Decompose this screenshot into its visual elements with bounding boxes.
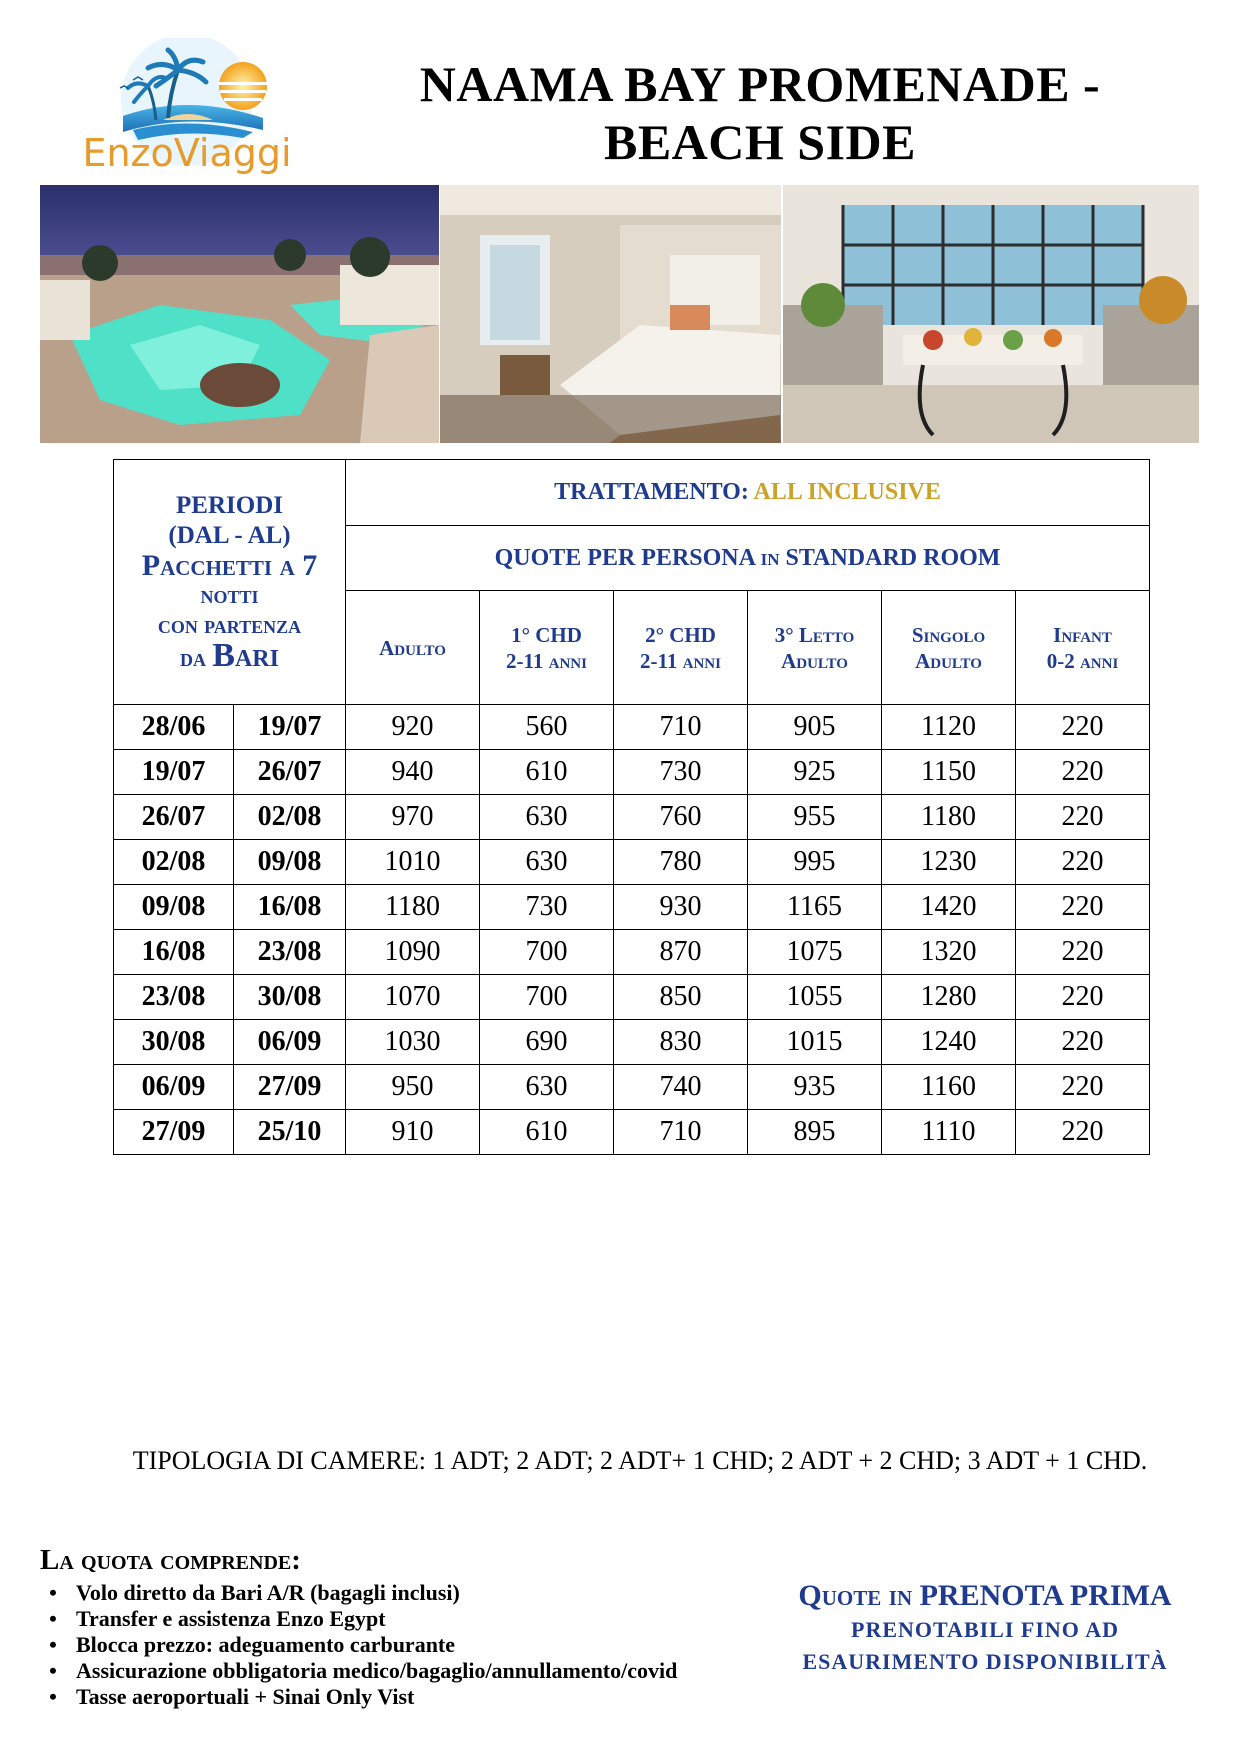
price-cell: 1015 <box>748 1020 882 1065</box>
date-to-cell: 27/09 <box>234 1065 346 1110</box>
price-cell: 610 <box>480 1110 614 1155</box>
price-cell: 220 <box>1016 1065 1150 1110</box>
date-from-cell: 16/08 <box>114 930 234 975</box>
price-cell: 690 <box>480 1020 614 1065</box>
price-cell: 940 <box>346 750 480 795</box>
bullet-icon: • <box>49 1658 57 1683</box>
price-cell: 220 <box>1016 795 1150 840</box>
date-to-cell: 30/08 <box>234 975 346 1020</box>
bullet-icon: • <box>49 1632 57 1657</box>
price-cell: 1110 <box>882 1110 1016 1155</box>
column-header: 1° CHD 2-11 anni <box>480 591 614 705</box>
price-cell: 930 <box>614 885 748 930</box>
pool-night-photo <box>40 185 439 443</box>
price-cell: 1240 <box>882 1020 1016 1065</box>
price-cell: 220 <box>1016 705 1150 750</box>
price-cell: 740 <box>614 1065 748 1110</box>
price-cell: 1070 <box>346 975 480 1020</box>
include-item: • Blocca prezzo: adeguamento carburante <box>40 1632 677 1658</box>
price-cell: 700 <box>480 930 614 975</box>
price-cell: 610 <box>480 750 614 795</box>
include-item: • Assicurazione obbligatoria medico/bagaglio/annullamento/covid <box>40 1658 677 1684</box>
column-header: Singolo Adulto <box>882 591 1016 705</box>
hotel-room-photo <box>440 185 781 443</box>
date-from-cell: 28/06 <box>114 705 234 750</box>
title-line1: NAAMA BAY PROMENADE - <box>419 56 1101 112</box>
bullet-icon: • <box>49 1580 57 1605</box>
date-to-cell: 25/10 <box>234 1110 346 1155</box>
price-cell: 1120 <box>882 705 1016 750</box>
date-from-cell: 26/07 <box>114 795 234 840</box>
column-header: 3° Letto Adulto <box>748 591 882 705</box>
bullet-icon: • <box>49 1606 57 1631</box>
date-to-cell: 19/07 <box>234 705 346 750</box>
column-header: Infant 0-2 anni <box>1016 591 1150 705</box>
price-cell: 700 <box>480 975 614 1020</box>
date-to-cell: 23/08 <box>234 930 346 975</box>
price-cell: 1150 <box>882 750 1016 795</box>
include-item: • Volo diretto da Bari A/R (bagagli inclusi) <box>40 1580 677 1606</box>
includes-title: La quota comprende: <box>40 1544 301 1576</box>
price-cell: 910 <box>346 1110 480 1155</box>
price-cell: 1165 <box>748 885 882 930</box>
price-cell: 730 <box>614 750 748 795</box>
price-cell: 760 <box>614 795 748 840</box>
price-cell: 1010 <box>346 840 480 885</box>
room-types-note: TIPOLOGIA DI CAMERE: 1 ADT; 2 ADT; 2 ADT+ 1 CHD; 2 ADT + 2 CHD; 3 ADT + 1 CHD. <box>132 1446 1148 1475</box>
price-cell: 1320 <box>882 930 1016 975</box>
date-from-cell: 19/07 <box>114 750 234 795</box>
trattamento-header: TRATTAMENTO: ALL INCLUSIVE <box>346 460 1150 526</box>
price-cell: 1180 <box>882 795 1016 840</box>
date-from-cell: 02/08 <box>114 840 234 885</box>
table-row <box>114 795 1150 840</box>
date-to-cell: 26/07 <box>234 750 346 795</box>
includes-list <box>40 1580 677 1710</box>
price-cell: 850 <box>614 975 748 1020</box>
quote-header: QUOTE PER PERSONA in STANDARD ROOM <box>346 526 1150 591</box>
price-cell: 970 <box>346 795 480 840</box>
date-to-cell: 06/09 <box>234 1020 346 1065</box>
date-from-cell: 09/08 <box>114 885 234 930</box>
price-cell: 630 <box>480 795 614 840</box>
price-cell: 220 <box>1016 930 1150 975</box>
price-cell: 1030 <box>346 1020 480 1065</box>
table-row <box>114 750 1150 795</box>
price-cell: 955 <box>748 795 882 840</box>
restaurant-buffet-photo <box>783 185 1199 443</box>
date-to-cell: 16/08 <box>234 885 346 930</box>
date-from-cell: 27/09 <box>114 1110 234 1155</box>
include-item: • Transfer e assistenza Enzo Egypt <box>40 1606 677 1632</box>
table-row <box>114 1065 1150 1110</box>
price-cell: 895 <box>748 1110 882 1155</box>
date-from-cell: 23/08 <box>114 975 234 1020</box>
table-row <box>114 930 1150 975</box>
price-cell: 1055 <box>748 975 882 1020</box>
price-cell: 925 <box>748 750 882 795</box>
price-cell: 1090 <box>346 930 480 975</box>
price-cell: 950 <box>346 1065 480 1110</box>
price-rows <box>114 705 1150 1155</box>
price-cell: 220 <box>1016 975 1150 1020</box>
price-cell: 560 <box>480 705 614 750</box>
price-cell: 730 <box>480 885 614 930</box>
periodi-header: PERIODI (DAL - AL) Pacchetti a 7 notti con partenza da Bari <box>114 460 346 705</box>
price-cell: 905 <box>748 705 882 750</box>
price-cell: 1230 <box>882 840 1016 885</box>
price-cell: 935 <box>748 1065 882 1110</box>
price-cell: 1180 <box>346 885 480 930</box>
date-to-cell: 02/08 <box>234 795 346 840</box>
hotel-title <box>360 55 1160 171</box>
price-cell: 870 <box>614 930 748 975</box>
date-from-cell: 06/09 <box>114 1065 234 1110</box>
date-to-cell: 09/08 <box>234 840 346 885</box>
table-row <box>114 975 1150 1020</box>
price-cell: 1075 <box>748 930 882 975</box>
price-cell: 220 <box>1016 885 1150 930</box>
svg-text:EnzoViaggi: EnzoViaggi <box>82 131 292 175</box>
price-cell: 220 <box>1016 1110 1150 1155</box>
price-cell: 995 <box>748 840 882 885</box>
price-cell: 830 <box>614 1020 748 1065</box>
price-table <box>113 459 1150 1155</box>
include-item: • Tasse aeroportuali + Sinai Only Vist <box>40 1684 677 1710</box>
price-cell: 630 <box>480 840 614 885</box>
price-cell: 1420 <box>882 885 1016 930</box>
price-cell: 780 <box>614 840 748 885</box>
table-row <box>114 885 1150 930</box>
price-cell: 710 <box>614 1110 748 1155</box>
bullet-icon: • <box>49 1684 57 1709</box>
price-cell: 220 <box>1016 1020 1150 1065</box>
prenota-prima-box: Quote in PRENOTA PRIMA PRENOTABILI FINO AD ESAURIMENTO DISPONIBILITÀ <box>798 1579 1172 1674</box>
date-from-cell: 30/08 <box>114 1020 234 1065</box>
column-header: Adulto <box>346 591 480 705</box>
table-row <box>114 1110 1150 1155</box>
table-row <box>114 1020 1150 1065</box>
price-cell: 710 <box>614 705 748 750</box>
title-line2: BEACH SIDE <box>603 114 917 170</box>
column-header: 2° CHD 2-11 anni <box>614 591 748 705</box>
price-cell: 920 <box>346 705 480 750</box>
price-cell: 630 <box>480 1065 614 1110</box>
table-row <box>114 705 1150 750</box>
price-cell: 220 <box>1016 840 1150 885</box>
price-cell: 1160 <box>882 1065 1016 1110</box>
enzoviaggi-logo <box>38 38 336 182</box>
table-row <box>114 840 1150 885</box>
price-cell: 220 <box>1016 750 1150 795</box>
price-cell: 1280 <box>882 975 1016 1020</box>
